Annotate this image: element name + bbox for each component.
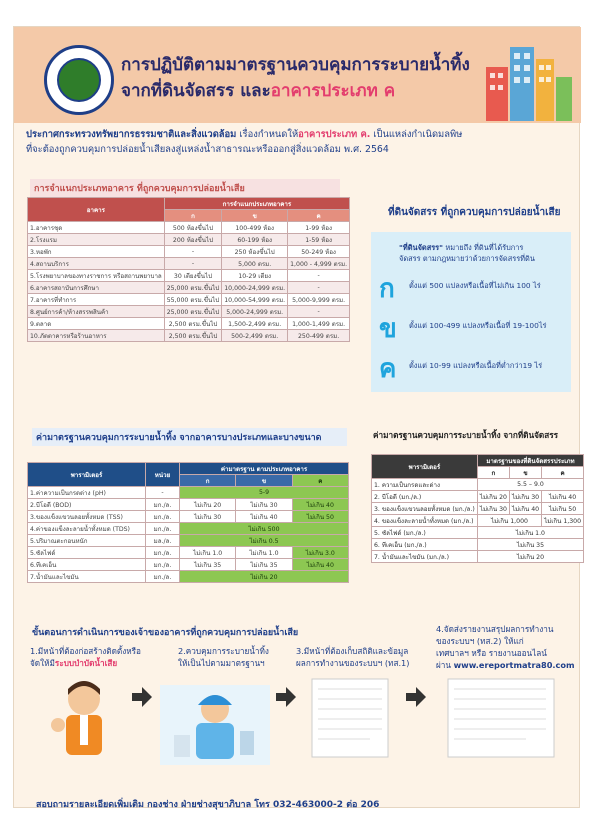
- class-threshold: 5,000 ตรม.: [222, 258, 288, 270]
- class-threshold: 500 ห้องขึ้นไป: [164, 222, 222, 234]
- land-class-k2: ข: [379, 314, 397, 344]
- class-threshold: 1,000-1,499 ตรม.: [288, 318, 350, 330]
- building-row: [28, 294, 350, 306]
- standard-value: ไม่เกิน 35: [477, 539, 583, 551]
- class-threshold: 10-29 เตียง: [222, 270, 288, 282]
- land-standard-title: ค่ามาตรฐานควบคุมการระบายน้ำทิ้ง จากที่ดินจัดสรร: [373, 430, 558, 440]
- class-threshold: -: [288, 282, 350, 294]
- standard-value: ไม่เกิน 40: [509, 503, 541, 515]
- seal-emblem-icon: [57, 58, 101, 102]
- standard-value: ไม่เกิน 30: [236, 499, 292, 511]
- class-threshold: 55,000 ตรม.ขึ้นไป: [164, 294, 222, 306]
- form-ts2-document-icon: [446, 677, 556, 759]
- building-type: 8.ศูนย์การค้า/ห้างสรรพสินค้า: [28, 306, 165, 318]
- building-row: [28, 270, 350, 282]
- class-threshold: 250 ห้องขึ้นไป: [222, 246, 288, 258]
- standard-value: ไม่เกิน 35: [236, 559, 292, 571]
- steps-title: ขั้นตอนการดำเนินการของเจ้าของอาคารที่ถูกควบคุมการปล่อยน้ำเสีย: [32, 628, 299, 638]
- poster: [13, 26, 580, 808]
- standard-value: ไม่เกิน 50: [542, 503, 584, 515]
- building-standard-table: พารามิเตอร์ หน่วย ค่ามาตรฐาน ตามประเภทอาคาร ก ข ค 1.ค่าความเป็นกรดด่าง (pH) - 5-9 2.บีโอดี (BOD) มก./ล. ไม่เกิน 20 ไม่เกิน 30 ไม่เกิน 40 3.ของแข็งแขวนลอยทั้งหมด (TSS) มก./ล. ไม่เกิน 30 ไม่เกิน 40 ไม่เกิน 50 4.ค่าของแข็งละลายน้ำทั้งหมด (TDS) มก./ล. ไม่เกิน 500 5.ปริมาณตะกอนหนัก มล./ล. ไม่เกิน 0.5 5.ซัลไฟด์ มก./ล. ไม่เกิน 1.0 ไม่เกิน 1.0 ไม่เกิน 3.0 6.ทีเคเอ็น มก./ล. ไม่เกิน 35 ไม่เกิน 35 ไม่เกิน 40 7.น้ำมันและไขมัน มก./ล. ไม่เกิน 20: [27, 462, 349, 583]
- person-thumbs-up-icon: [44, 677, 124, 762]
- arrow-right-icon: [406, 687, 426, 707]
- class-threshold: 5,000-24,999 ตรม.: [222, 306, 288, 318]
- standard-value: ไม่เกิน 1,300: [542, 515, 584, 527]
- arrow-right-icon: [132, 687, 152, 707]
- class-threshold: 25,000 ตรม.ขึ้นไป: [164, 282, 222, 294]
- class-threshold: 100-499 ห้อง: [222, 222, 288, 234]
- class-threshold: -: [164, 258, 222, 270]
- building-row: [28, 258, 350, 270]
- standard-value: ไม่เกิน 3.0: [292, 547, 348, 559]
- step-3: 3.มีหน้าที่ต้องเก็บสถิติและข้อมูล ผลการทำงานของระบบฯ (ทส.1): [296, 646, 410, 668]
- class-threshold: -: [288, 270, 350, 282]
- class-threshold: 2,500 ตรม.ขึ้นไป: [164, 318, 222, 330]
- land-standard-row: [372, 551, 584, 563]
- class-threshold: 1-99 ห้อง: [288, 222, 350, 234]
- land-standard-row: [372, 491, 584, 503]
- unit: มก./ล.: [146, 511, 180, 523]
- parameter-name: 3. ของแข็งแขวนลอยทั้งหมด (มก./ล.): [372, 503, 478, 515]
- unit: มล./ล.: [146, 535, 180, 547]
- unit: มก./ล.: [146, 559, 180, 571]
- building-type: 1.อาคารชุด: [28, 222, 165, 234]
- parameter-name: 7. น้ำมันและไขมัน (มก./ล.): [372, 551, 478, 563]
- standard-value: ไม่เกิน 30: [477, 503, 509, 515]
- unit: มก./ล.: [146, 523, 180, 535]
- intro-paragraph: ประกาศกระทรวงทรัพยากรธรรมชาติและสิ่งแวดล้อม เรื่องกำหนดให้อาคารประเภท ค. เป็นแหล่งกำเนิดมลพิษ ที่จะต้องถูกควบคุมการปล่อยน้ำเสียลงสู่แหล่งน้ำสาธารณะหรือออกสู่สิ่งแวดล้อม พ.ศ. 2564: [26, 129, 463, 155]
- unit: -: [146, 487, 180, 499]
- standard-value: ไม่เกิน 1.0: [477, 527, 583, 539]
- class-threshold: 500-2,499 ตรม.: [222, 330, 288, 342]
- land-class-k2-desc: ตั้งแต่ 100-499 แปลงหรือเนื้อที่ 19-100ไร่: [409, 321, 547, 330]
- form-ts1-document-icon: [310, 677, 390, 759]
- arrow-right-icon: [276, 687, 296, 707]
- standard-value: ไม่เกิน 40: [292, 499, 348, 511]
- land-class-k3-desc: ตั้งแต่ 10-99 แปลงหรือเนื้อที่ต่ำกว่า19 ไร่: [409, 361, 543, 370]
- building-type: 7.อาคารที่ทำการ: [28, 294, 165, 306]
- parameter-name: 7.น้ำมันและไขมัน: [28, 571, 146, 583]
- parameter-name: 1.ค่าความเป็นกรดด่าง (pH): [28, 487, 146, 499]
- unit: มก./ล.: [146, 547, 180, 559]
- standard-value: ไม่เกิน 40: [292, 559, 348, 571]
- standard-value: 5.5 – 9.0: [477, 479, 583, 491]
- parameter-name: 6.ทีเคเอ็น: [28, 559, 146, 571]
- title-line1: การปฏิบัติตามมาตรฐานควบคุมการระบายน้ำทิ้ง: [121, 55, 470, 75]
- parameter-name: 6. ทีเคเอ็น (มก./ล.): [372, 539, 478, 551]
- header-banner: [14, 27, 581, 123]
- step-2: 2.ควบคุมการระบายน้ำทิ้ง ให้เป็นไปตามมาตรฐานฯ: [178, 646, 269, 668]
- land-classification-box: [371, 232, 571, 392]
- land-class-k3: ค: [379, 354, 397, 384]
- standard-value: ไม่เกิน 20: [180, 499, 236, 511]
- standard-value: ไม่เกิน 50: [292, 511, 348, 523]
- building-type: 6.อาคารสถาบันการศึกษา: [28, 282, 165, 294]
- parameter-name: 5.ปริมาณตะกอนหนัก: [28, 535, 146, 547]
- class-threshold: 1,000 - 4,999 ตรม.: [288, 258, 350, 270]
- parameter-name: 3.ของแข็งแขวนลอยทั้งหมด (TSS): [28, 511, 146, 523]
- worker-icon: [160, 675, 270, 765]
- class-threshold: 1,500-2,499 ตรม.: [222, 318, 288, 330]
- unit: มก./ล.: [146, 571, 180, 583]
- standard-value: ไม่เกิน 0.5: [180, 535, 349, 547]
- standard-row: [28, 487, 349, 499]
- land-standard-row: [372, 503, 584, 515]
- standard-value: ไม่เกิน 30: [180, 511, 236, 523]
- standard-row: [28, 523, 349, 535]
- class-threshold: 30 เตียงขึ้นไป: [164, 270, 222, 282]
- parameter-name: 5. ซัลไฟด์ (มก./ล.): [372, 527, 478, 539]
- standard-row: [28, 535, 349, 547]
- building-classification-title: การจำแนกประเภทอาคาร ที่ถูกควบคุมการปล่อยน้ำเสีย: [30, 179, 340, 197]
- land-class-k1: ก: [379, 274, 395, 304]
- ereport-link[interactable]: www.ereportmatra80.com: [453, 660, 575, 670]
- standard-row: [28, 559, 349, 571]
- land-standard-row: [372, 539, 584, 551]
- parameter-name: 2.บีโอดี (BOD): [28, 499, 146, 511]
- unit: มก./ล.: [146, 499, 180, 511]
- building-type: 10.ภัตตาคารหรือร้านอาหาร: [28, 330, 165, 342]
- class-threshold: 2,500 ตรม.ขึ้นไป: [164, 330, 222, 342]
- standard-row: [28, 547, 349, 559]
- parameter-name: 5.ซัลไฟด์: [28, 547, 146, 559]
- building-row: [28, 246, 350, 258]
- standard-row: [28, 499, 349, 511]
- parameter-name: 4. ของแข็งละลายน้ำทั้งหมด (มก./ล.): [372, 515, 478, 527]
- building-type: 4.สถานบริการ: [28, 258, 165, 270]
- land-class-k1-desc: ตั้งแต่ 500 แปลงหรือเนื้อที่ไม่เกิน 100 ไร่: [409, 281, 541, 290]
- standard-value: ไม่เกิน 1,000: [477, 515, 541, 527]
- standard-value: ไม่เกิน 40: [236, 511, 292, 523]
- building-type: 3.หอพัก: [28, 246, 165, 258]
- standard-value: ไม่เกิน 20: [477, 491, 509, 503]
- class-threshold: 200 ห้องขึ้นไป: [164, 234, 222, 246]
- standard-value: ไม่เกิน 35: [180, 559, 236, 571]
- standard-value: ไม่เกิน 500: [180, 523, 349, 535]
- standard-value: ไม่เกิน 40: [542, 491, 584, 503]
- building-row: [28, 330, 350, 342]
- class-threshold: 60-199 ห้อง: [222, 234, 288, 246]
- building-type: 9.ตลาด: [28, 318, 165, 330]
- footer-contact: สอบถามรายละเอียดเพิ่มเติม กองช่าง ฝ่ายช่างสุขาภิบาล โทร 032-463000-2 ต่อ 206: [36, 800, 380, 810]
- building-row: [28, 306, 350, 318]
- building-type: 2.โรงแรม: [28, 234, 165, 246]
- land-definition: "ที่ดินจัดสรร" หมายถึง ที่ดินที่ได้รับการ จัดสรร ตามกฎหมายว่าด้วยการจัดสรรที่ดิน: [399, 243, 535, 263]
- class-threshold: 10,000-24,999 ตรม.: [222, 282, 288, 294]
- class-threshold: 1-59 ห้อง: [288, 234, 350, 246]
- building-row: [28, 282, 350, 294]
- parameter-name: 1. ความเป็นกรดและด่าง: [372, 479, 478, 491]
- standard-row: [28, 511, 349, 523]
- standard-value: ไม่เกิน 1.0: [180, 547, 236, 559]
- building-row: [28, 318, 350, 330]
- land-standard-row: [372, 527, 584, 539]
- step-1: 1.มีหน้าที่ต้องก่อสร้างติดตั้งหรือ จัดให้มีระบบบำบัดน้ำเสีย: [30, 646, 141, 668]
- class-threshold: 250-499 ตรม.: [288, 330, 350, 342]
- parameter-name: 4.ค่าของแข็งละลายน้ำทั้งหมด (TDS): [28, 523, 146, 535]
- parameter-name: 2. บีโอดี (มก./ล.): [372, 491, 478, 503]
- standard-row: [28, 571, 349, 583]
- class-threshold: 50-249 ห้อง: [288, 246, 350, 258]
- land-section-title: ที่ดินจัดสรร ที่ถูกควบคุมการปล่อยน้ำเสีย: [388, 207, 561, 218]
- municipal-seal-logo: [44, 45, 114, 115]
- land-standard-row: [372, 479, 584, 491]
- class-threshold: 25,000 ตรม.ขึ้นไป: [164, 306, 222, 318]
- standard-value: ไม่เกิน 30: [509, 491, 541, 503]
- standard-value: 5-9: [180, 487, 349, 499]
- building-row: [28, 222, 350, 234]
- buildings-illustration-icon: [484, 37, 574, 121]
- class-threshold: -: [164, 246, 222, 258]
- building-classification-table: อาคาร การจำแนกประเภทอาคาร ก ข ค 1.อาคารชุด 500 ห้องขึ้นไป 100-499 ห้อง 1-99 ห้อง 2.โรงแรม 200 ห้องขึ้นไป 60-199 ห้อง 1-59 ห้อง 3.หอพัก - 250 ห้องขึ้นไป 50-249 ห้อง 4.สถานบริการ - 5,000 ตรม. 1,000 - 4,999 ตรม. 5.โรงพยาบาลของทางราชการ หรือสถานพยาบาล 30 เตียงขึ้นไป 10-29 เตียง - 6.อาคารสถาบันการศึกษา 25,000 ตรม.ขึ้นไป 10,000-24,999 ตรม. - 7.อาคารที่ทำการ 55,000 ตรม.ขึ้นไป 10,000-54,999 ตรม. 5,000-9,999 ตรม. 8.ศูนย์การค้า/ห้างสรรพสินค้า 25,000 ตรม.ขึ้นไป 5,000-24,999 ตรม. - 9.ตลาด 2,500 ตรม.ขึ้นไป 1,500-2,499 ตรม. 1,000-1,499 ตรม. 10.ภัตตาคารหรือร้านอาหาร 2,500 ตรม.ขึ้นไป 500-2,499 ตรม. 250-499 ตรม.: [27, 197, 350, 342]
- land-standard-table: พารามิเตอร์ มาตรฐานของที่ดินจัดสรรประเภท ก ข ค 1. ความเป็นกรดและด่าง 5.5 – 9.0 2. บีโอดี (มก./ล.) ไม่เกิน 20 ไม่เกิน 30 ไม่เกิน 40 3. ของแข็งแขวนลอยทั้งหมด (มก./ล.) ไม่เกิน 30 ไม่เกิน 40 ไม่เกิน 50 4. ของแข็งละลายน้ำทั้งหมด (มก./ล.) ไม่เกิน 1,000 ไม่เกิน 1,300 5. ซัลไฟด์ (มก./ล.) ไม่เกิน 1.0 6. ทีเคเอ็น (มก./ล.) ไม่เกิน 35 7. น้ำมันและไขมัน (มก./ล.) ไม่เกิน 20: [371, 454, 584, 563]
- class-threshold: -: [288, 306, 350, 318]
- building-type: 5.โรงพยาบาลของทางราชการ หรือสถานพยาบาล: [28, 270, 165, 282]
- class-threshold: 10,000-54,999 ตรม.: [222, 294, 288, 306]
- title-line2: จากที่ดินจัดสรร และอาคารประเภท ค: [121, 81, 396, 101]
- building-standard-title: ค่ามาตรฐานควบคุมการระบายน้ำทิ้ง จากอาคารบางประเภทและบางขนาด: [32, 428, 347, 446]
- standard-value: ไม่เกิน 1.0: [236, 547, 292, 559]
- class-threshold: 5,000-9,999 ตรม.: [288, 294, 350, 306]
- building-row: [28, 234, 350, 246]
- step-4: 4.จัดส่งรายงานสรุปผลการทำงาน ของระบบฯ (ทส.2) ให้แก่ เทศบาลฯ หรือ รายงานออนไลน์ ผ่าน www.ereportmatra80.com: [436, 624, 575, 670]
- land-standard-row: [372, 515, 584, 527]
- standard-value: ไม่เกิน 20: [180, 571, 349, 583]
- standard-value: ไม่เกิน 20: [477, 551, 583, 563]
